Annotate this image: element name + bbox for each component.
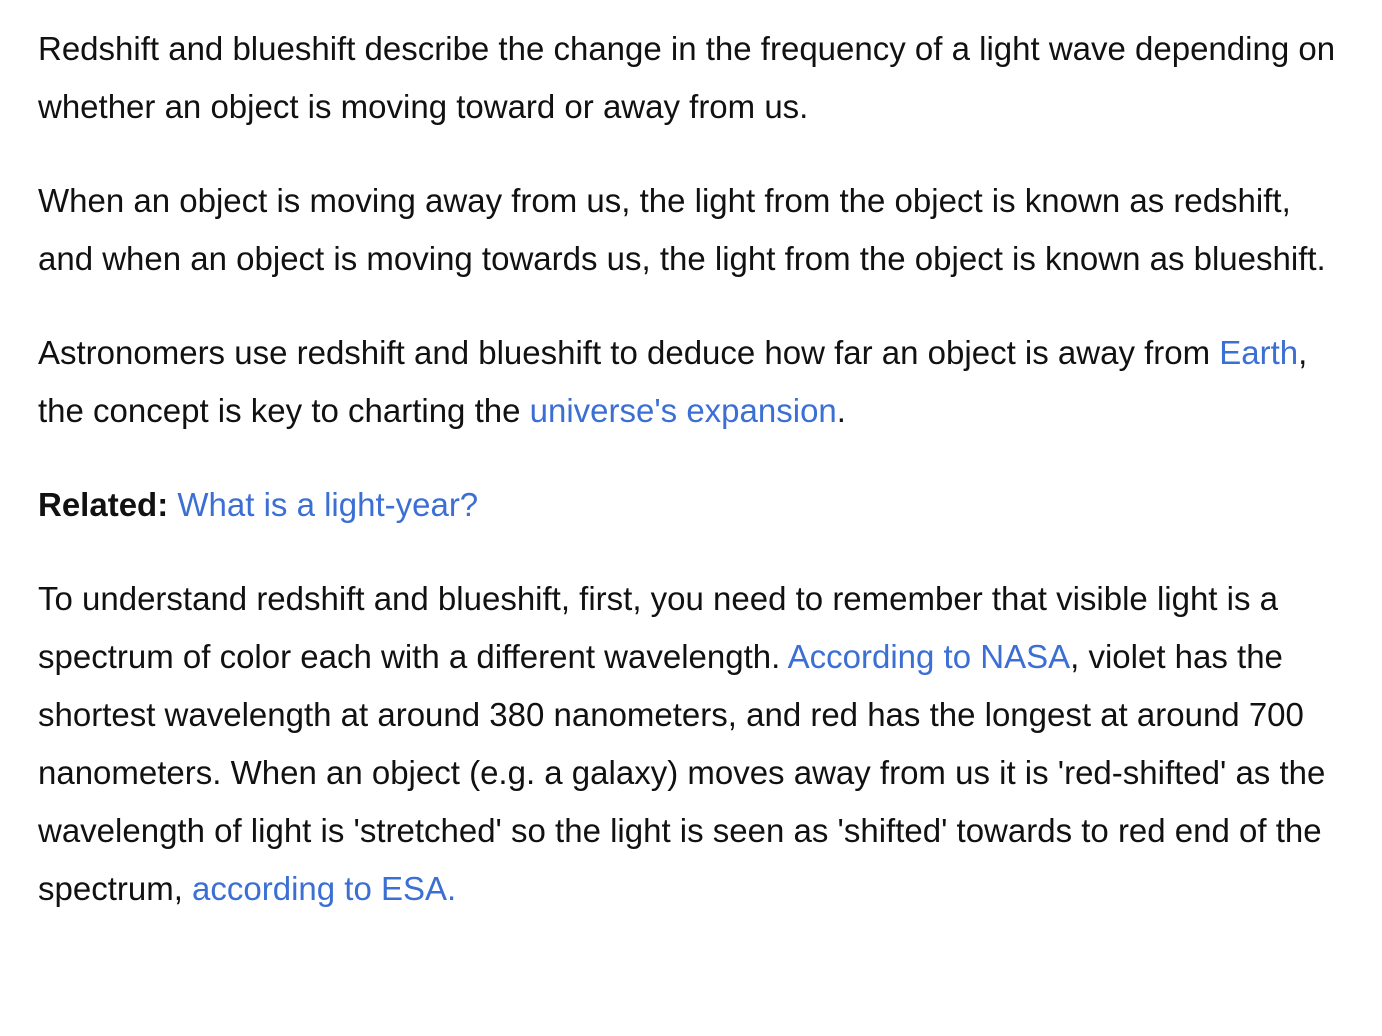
paragraph-text: To understand redshift and blueshift, first, you need to remember that visible light is a spectrum of color each with a different wavelength. [38,580,1278,675]
paragraph-text: . [836,392,846,429]
paragraph-text: , the concept is key to charting the [38,334,1308,429]
paragraph-text: Astronomers use redshift and blueshift to deduce how far an object is away from [38,334,1220,371]
paragraph-spectrum-explanation [38,570,1348,918]
paragraph-astronomers-use [38,324,1348,440]
according-to-esa-link[interactable]: according to ESA. [192,870,457,907]
article-body [38,20,1348,954]
paragraph-text: , violet has the shortest wavelength at around 380 nanometers, and red has the longest at around 700 nanometers. When an object (e.g. a galaxy) moves away from us it is 'red-shifted' as the wavelength of light is 'stretched' so the light is seen as 'shifted' towards to red end of the spectrum, [38,638,1326,907]
earth-link[interactable]: Earth [1219,334,1299,371]
related-line [38,476,1348,534]
paragraph-redshift-definition: Redshift and blueshift describe the change in the frequency of a light wave depending on whether an object is moving toward or away from us. [38,30,1336,125]
paragraph-redshift-blueshift-direction: When an object is moving away from us, the light from the object is known as redshift, and when an object is moving towards us, the light from the object is known as blueshift. [38,182,1326,277]
related-light-year-link[interactable]: What is a light-year? [177,486,479,523]
universe-expansion-link[interactable]: universe's expansion [529,392,837,429]
related-label: Related: [38,486,169,523]
according-to-nasa-link[interactable]: According to NASA [787,638,1071,675]
